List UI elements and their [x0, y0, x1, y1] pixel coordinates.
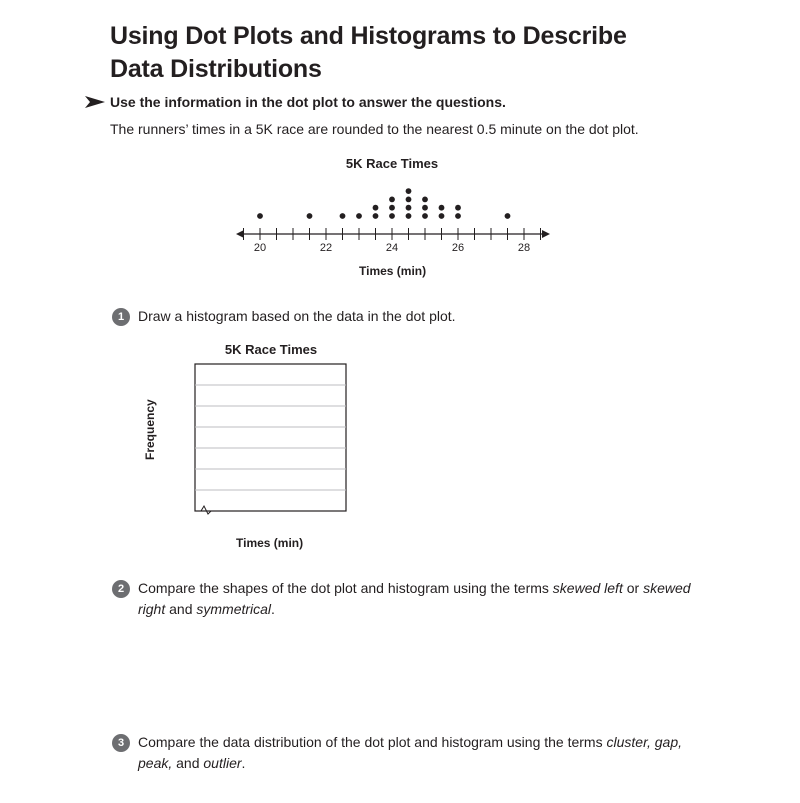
- dot-plot-dot: [422, 205, 428, 211]
- histogram-frame: [195, 364, 346, 511]
- dot-plot-dot: [340, 213, 346, 219]
- instruction-text: Use the information in the dot plot to answer the questions.: [110, 94, 506, 110]
- dot-plot-dot: [406, 197, 412, 203]
- term-skewed-left: skewed left: [552, 580, 623, 596]
- dot-plot-tick-label: 28: [517, 242, 531, 254]
- question-3-text-end: .: [241, 755, 246, 771]
- dot-plot-dot: [389, 205, 395, 211]
- histogram-title: 5K Race Times: [224, 342, 318, 357]
- dot-plot: [230, 172, 570, 242]
- question-1-number: 1: [112, 308, 130, 326]
- question-3-number: 3: [112, 734, 130, 752]
- dot-plot-axis: [236, 230, 550, 238]
- dot-plot-dot: [389, 213, 395, 219]
- dot-plot-tick-label: 22: [319, 242, 333, 254]
- left-arrowhead-icon: [236, 230, 244, 238]
- dot-plot-title: 5K Race Times: [345, 156, 439, 171]
- dot-plot-tick-label: 26: [451, 242, 465, 254]
- dot-plot-dot: [455, 205, 461, 211]
- dot-plot-x-label: Times (min): [359, 264, 427, 278]
- question-2-number: 2: [112, 580, 130, 598]
- dot-plot-dot: [389, 197, 395, 203]
- dot-plot-dot: [439, 213, 445, 219]
- page-title: [110, 20, 710, 86]
- dot-plot-dot: [356, 213, 362, 219]
- dot-plot-dot: [455, 213, 461, 219]
- question-2-text: [138, 578, 698, 620]
- question-2-text-and: and: [165, 601, 197, 617]
- arrowhead-right-icon: [84, 95, 106, 109]
- histogram-x-label: Times (min): [236, 536, 304, 550]
- question-2-text-pre: Compare the shapes of the dot plot and histogram using the terms: [138, 580, 553, 596]
- question-3-text-pre: Compare the data distribution of the dot plot and histogram using the terms: [138, 734, 607, 750]
- dot-plot-dot: [307, 213, 313, 219]
- page-title-line-1: Using Dot Plots and Histograms to Describe: [110, 22, 627, 50]
- dot-plot-dot: [406, 213, 412, 219]
- dot-plot-dot: [373, 205, 379, 211]
- term-outlier: outlier: [203, 755, 242, 771]
- right-arrowhead-icon: [542, 230, 550, 238]
- question-3-text: [138, 732, 698, 774]
- dot-plot-dot: [439, 205, 445, 211]
- dot-plot-dot: [505, 213, 511, 219]
- question-2-text-or: or: [622, 580, 644, 596]
- dot-plot-dot: [373, 213, 379, 219]
- histogram-y-label: Frequency: [143, 399, 157, 460]
- terms-cluster-gap-peak: cluster, gap, peak,: [138, 734, 682, 771]
- histogram-grid[interactable]: [193, 362, 349, 517]
- dot-plot-dots: [257, 188, 510, 219]
- dot-plot-tick-label: 24: [385, 242, 399, 254]
- term-skewed-right: skewed right: [138, 580, 691, 617]
- dot-plot-dot: [406, 188, 412, 194]
- question-1-text: Draw a histogram based on the data in the dot plot.: [138, 308, 456, 324]
- dot-plot-tick-label: 20: [253, 242, 267, 254]
- dot-plot-dot: [422, 197, 428, 203]
- page-title-line-2: Data Distributions: [110, 55, 322, 83]
- dot-plot-dot: [422, 213, 428, 219]
- question-2-text-end: .: [271, 601, 275, 617]
- intro-text: The runners’ times in a 5K race are rounded to the nearest 0.5 minute on the dot plot.: [110, 121, 639, 137]
- dot-plot-dot: [406, 205, 412, 211]
- term-symmetrical: symmetrical: [196, 601, 272, 617]
- question-3-text-and: and: [172, 755, 204, 771]
- dot-plot-dot: [257, 213, 263, 219]
